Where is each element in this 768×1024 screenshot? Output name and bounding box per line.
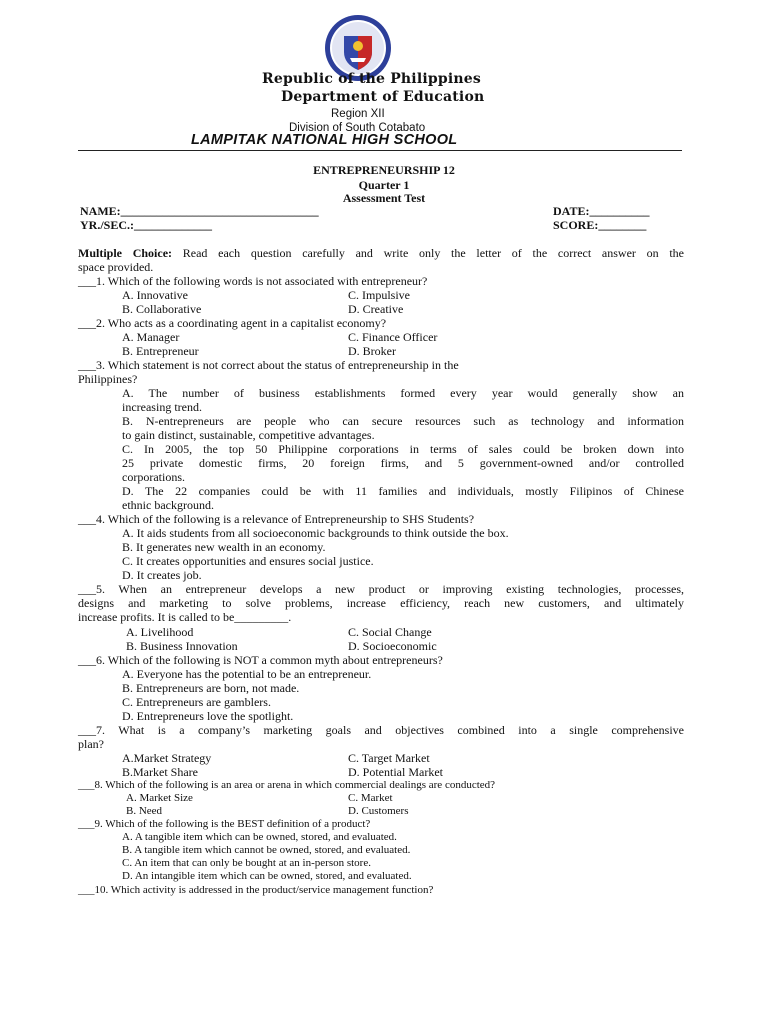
question-9: ___9. Which of the following is the BEST definition of a product? bbox=[78, 818, 371, 830]
q4-option-a: A. It aids students from all socioeconomic backgrounds to think outside the box. bbox=[122, 526, 509, 540]
q3-option-a-cont: increasing trend. bbox=[122, 400, 202, 414]
q8-option-b: B. Need bbox=[126, 805, 163, 817]
q9-option-c: C. An item that can only be bought at an in-person store. bbox=[122, 857, 371, 869]
q9-option-a: A. A tangible item which can be owned, stored, and evaluated. bbox=[122, 831, 397, 843]
q5-option-a: A. Livelihood bbox=[126, 625, 194, 639]
question-5: ___5. When an entrepreneur develops a new product or improving existing technologies, processes, bbox=[78, 582, 684, 596]
instructions-cont: space provided. bbox=[78, 260, 154, 274]
q3-option-b: B. N-entrepreneurs are people who can secure resources such as technology and information bbox=[122, 414, 684, 428]
republic-heading: Republic of the Philippines bbox=[262, 71, 481, 87]
q7-option-c: C. Target Market bbox=[348, 751, 430, 765]
division-text: Division of South Cotabato bbox=[289, 122, 426, 134]
q6-option-c: C. Entrepreneurs are gamblers. bbox=[122, 695, 271, 709]
region-text: Region XII bbox=[331, 108, 385, 120]
q9-option-d: D. An intangible item which can be owned, stored, and evaluated. bbox=[122, 870, 412, 882]
q3-option-c-cont: 25 private domestic firms, 20 foreign firms, and 5 government-owned and/or controlled bbox=[122, 456, 684, 470]
q6-option-d: D. Entrepreneurs love the spotlight. bbox=[122, 709, 294, 723]
q2-option-c: C. Finance Officer bbox=[348, 330, 438, 344]
subject-title: ENTREPRENEURSHIP 12 bbox=[313, 163, 455, 177]
q8-option-c: C. Market bbox=[348, 792, 393, 804]
question-7: ___7. What is a company’s marketing goals and objectives combined into a single comprehensive bbox=[78, 723, 684, 737]
q3-option-d-cont: ethnic background. bbox=[122, 498, 214, 512]
question-5-cont2: increase profits. It is called to be_________. bbox=[78, 610, 292, 624]
score-field: SCORE:________ bbox=[553, 218, 647, 232]
q5-option-b: B. Business Innovation bbox=[126, 639, 238, 653]
q3-option-d: D. The 22 companies could be with 11 families and individuals, mostly Filipinos of Chinese bbox=[122, 484, 684, 498]
q8-option-d: D. Customers bbox=[348, 805, 409, 817]
question-10: ___10. Which activity is addressed in the product/service management function? bbox=[78, 884, 434, 896]
assessment-title: Assessment Test bbox=[342, 191, 426, 205]
q5-option-c: C. Social Change bbox=[348, 625, 432, 639]
q4-option-c: C. It creates opportunities and ensures social justice. bbox=[122, 554, 374, 568]
instructions: Multiple Choice: Read each question carefully and write only the letter of the correct answer on the bbox=[78, 246, 684, 260]
question-7-cont: plan? bbox=[78, 737, 104, 751]
question-4: ___4. Which of the following is a relevance of Entrepreneurship to SHS Students? bbox=[78, 512, 475, 526]
q3-option-a: A. The number of business establishments formed every year would generally show an bbox=[122, 386, 684, 400]
q8-option-a: A. Market Size bbox=[126, 792, 193, 804]
q1-option-d: D. Creative bbox=[348, 302, 404, 316]
question-3: ___3. Which statement is not correct about the status of entrepreneurship in the bbox=[78, 358, 459, 372]
name-field: NAME:_________________________________ bbox=[80, 204, 319, 218]
q2-option-d: D. Broker bbox=[348, 344, 396, 358]
q1-option-a: A. Innovative bbox=[122, 288, 188, 302]
q9-option-b: B. A tangible item which cannot be owned, stored, and evaluated. bbox=[122, 844, 411, 856]
q7-option-d: D. Potential Market bbox=[348, 765, 443, 779]
question-8: ___8. Which of the following is an area or arena in which commercial dealings are conducted? bbox=[78, 779, 496, 791]
date-field: DATE:__________ bbox=[553, 204, 650, 218]
q3-option-b-cont: to gain distinct, sustainable, competitive advantages. bbox=[122, 428, 375, 442]
quarter-title: Quarter 1 bbox=[358, 178, 410, 192]
q3-option-c: C. In 2005, the top 50 Philippine corporations in terms of sales could be broken down into bbox=[122, 442, 684, 456]
question-5-cont: designs and marketing to solve problems, increase efficiency, reach new customers, and ultimately bbox=[78, 596, 684, 610]
q1-option-c: C. Impulsive bbox=[348, 288, 410, 302]
q6-option-b: B. Entrepreneurs are born, not made. bbox=[122, 681, 300, 695]
question-3-cont: Philippines? bbox=[78, 372, 138, 386]
q4-option-b: B. It generates new wealth in an economy. bbox=[122, 540, 326, 554]
yrsec-field: YR./SEC.:_____________ bbox=[80, 218, 213, 232]
header-divider bbox=[78, 150, 682, 151]
question-1: ___1. Which of the following words is not associated with entrepreneur? bbox=[78, 274, 428, 288]
q7-option-a: A.Market Strategy bbox=[122, 751, 212, 765]
department-heading: Department of Education bbox=[281, 89, 485, 105]
q2-option-b: B. Entrepreneur bbox=[122, 344, 199, 358]
q1-option-b: B. Collaborative bbox=[122, 302, 202, 316]
q2-option-a: A. Manager bbox=[122, 330, 180, 344]
q5-option-d: D. Socioeconomic bbox=[348, 639, 437, 653]
school-name: LAMPITAK NATIONAL HIGH SCHOOL bbox=[191, 132, 458, 148]
q6-option-a: A. Everyone has the potential to be an entrepreneur. bbox=[122, 667, 372, 681]
q3-option-c-cont2: corporations. bbox=[122, 470, 185, 484]
question-6: ___6. Which of the following is NOT a common myth about entrepreneurs? bbox=[78, 653, 443, 667]
question-2: ___2. Who acts as a coordinating agent in a capitalist economy? bbox=[78, 316, 387, 330]
q4-option-d: D. It creates job. bbox=[122, 568, 202, 582]
q7-option-b: B.Market Share bbox=[122, 765, 198, 779]
